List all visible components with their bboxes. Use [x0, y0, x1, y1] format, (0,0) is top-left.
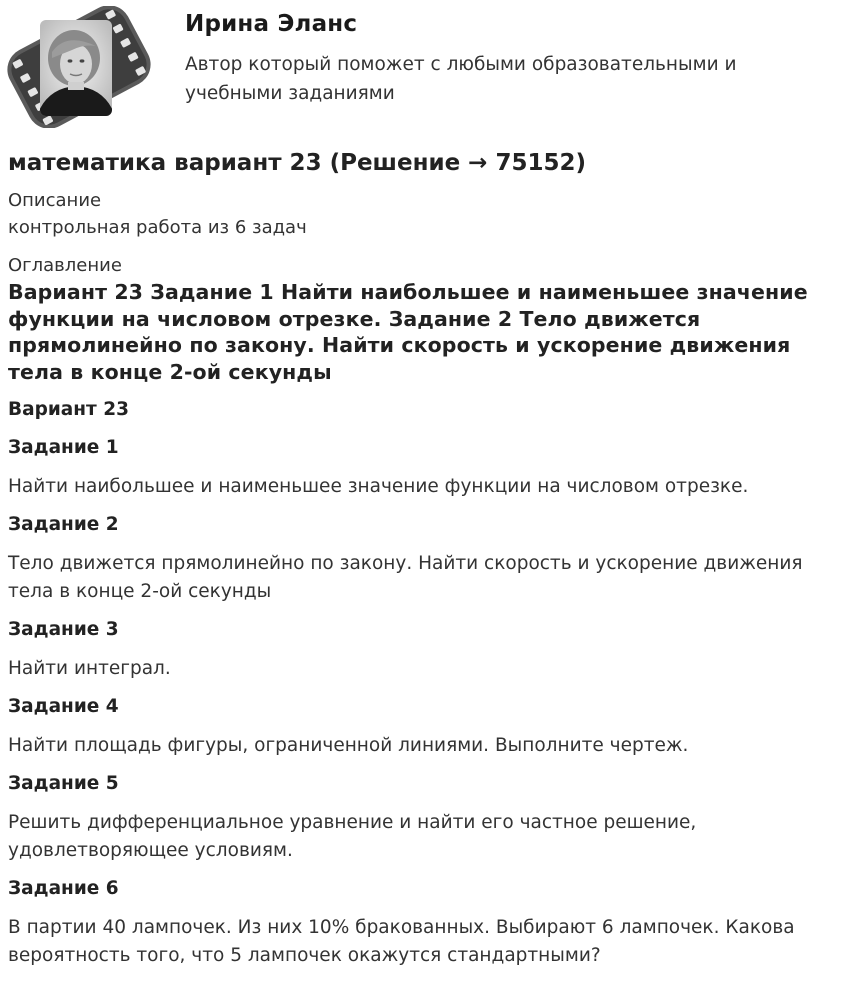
task-2: [8, 512, 840, 606]
task-text: Найти наибольшее и наименьшее значение функции на числовом отрезке.: [8, 476, 749, 497]
task-3: [8, 617, 840, 683]
task-title: Задание 2: [8, 514, 119, 535]
description-text: контрольная работа из 6 задач: [8, 217, 307, 238]
task-title: Задание 5: [8, 773, 119, 794]
task-title: Задание 6: [8, 878, 119, 899]
task-text: Тело движется прямолинейно по закону. Найти скорость и ускорение движения тела в конце 2-ой секунды: [8, 553, 803, 602]
task-title: Задание 3: [8, 619, 119, 640]
task-title: Задание 4: [8, 696, 119, 717]
task-6: [8, 876, 840, 970]
author-description: Автор который поможет с любыми образовательными и учебными заданиями: [185, 54, 737, 104]
task-title: Задание 1: [8, 437, 119, 458]
task-1: [8, 435, 840, 501]
task-text: Решить дифференциальное уравнение и найти его частное решение, удовлетворяющее условиям.: [8, 812, 697, 861]
task-text: Найти площадь фигуры, ограниченной линиями. Выполните чертеж.: [8, 735, 689, 756]
toc-text: Вариант 23 Задание 1 Найти наибольшее и наименьшее значение функции на числовом отрезке. Задание 2 Тело движется прямолинейно по закону. Найти скорость и ускорение движения тела в конце 2-ой секунды: [8, 280, 808, 384]
description-label: Описание: [8, 190, 102, 211]
document-title: математика вариант 23 (Решение → 75152): [8, 150, 586, 176]
toc-label: Оглавление: [8, 255, 122, 276]
author-header: [0, 0, 847, 140]
task-5: [8, 771, 840, 865]
variant-heading: Вариант 23: [8, 399, 129, 420]
author-name[interactable]: Ирина Эланс: [185, 11, 358, 37]
task-text: В партии 40 лампочек. Из них 10% бракованных. Выбирают 6 лампочек. Какова вероятность того, что 5 лампочек окажутся стандартными?: [8, 917, 795, 966]
task-text: Найти интеграл.: [8, 658, 171, 679]
task-4: [8, 694, 840, 760]
document-content: [8, 148, 840, 981]
author-avatar[interactable]: [6, 6, 152, 128]
